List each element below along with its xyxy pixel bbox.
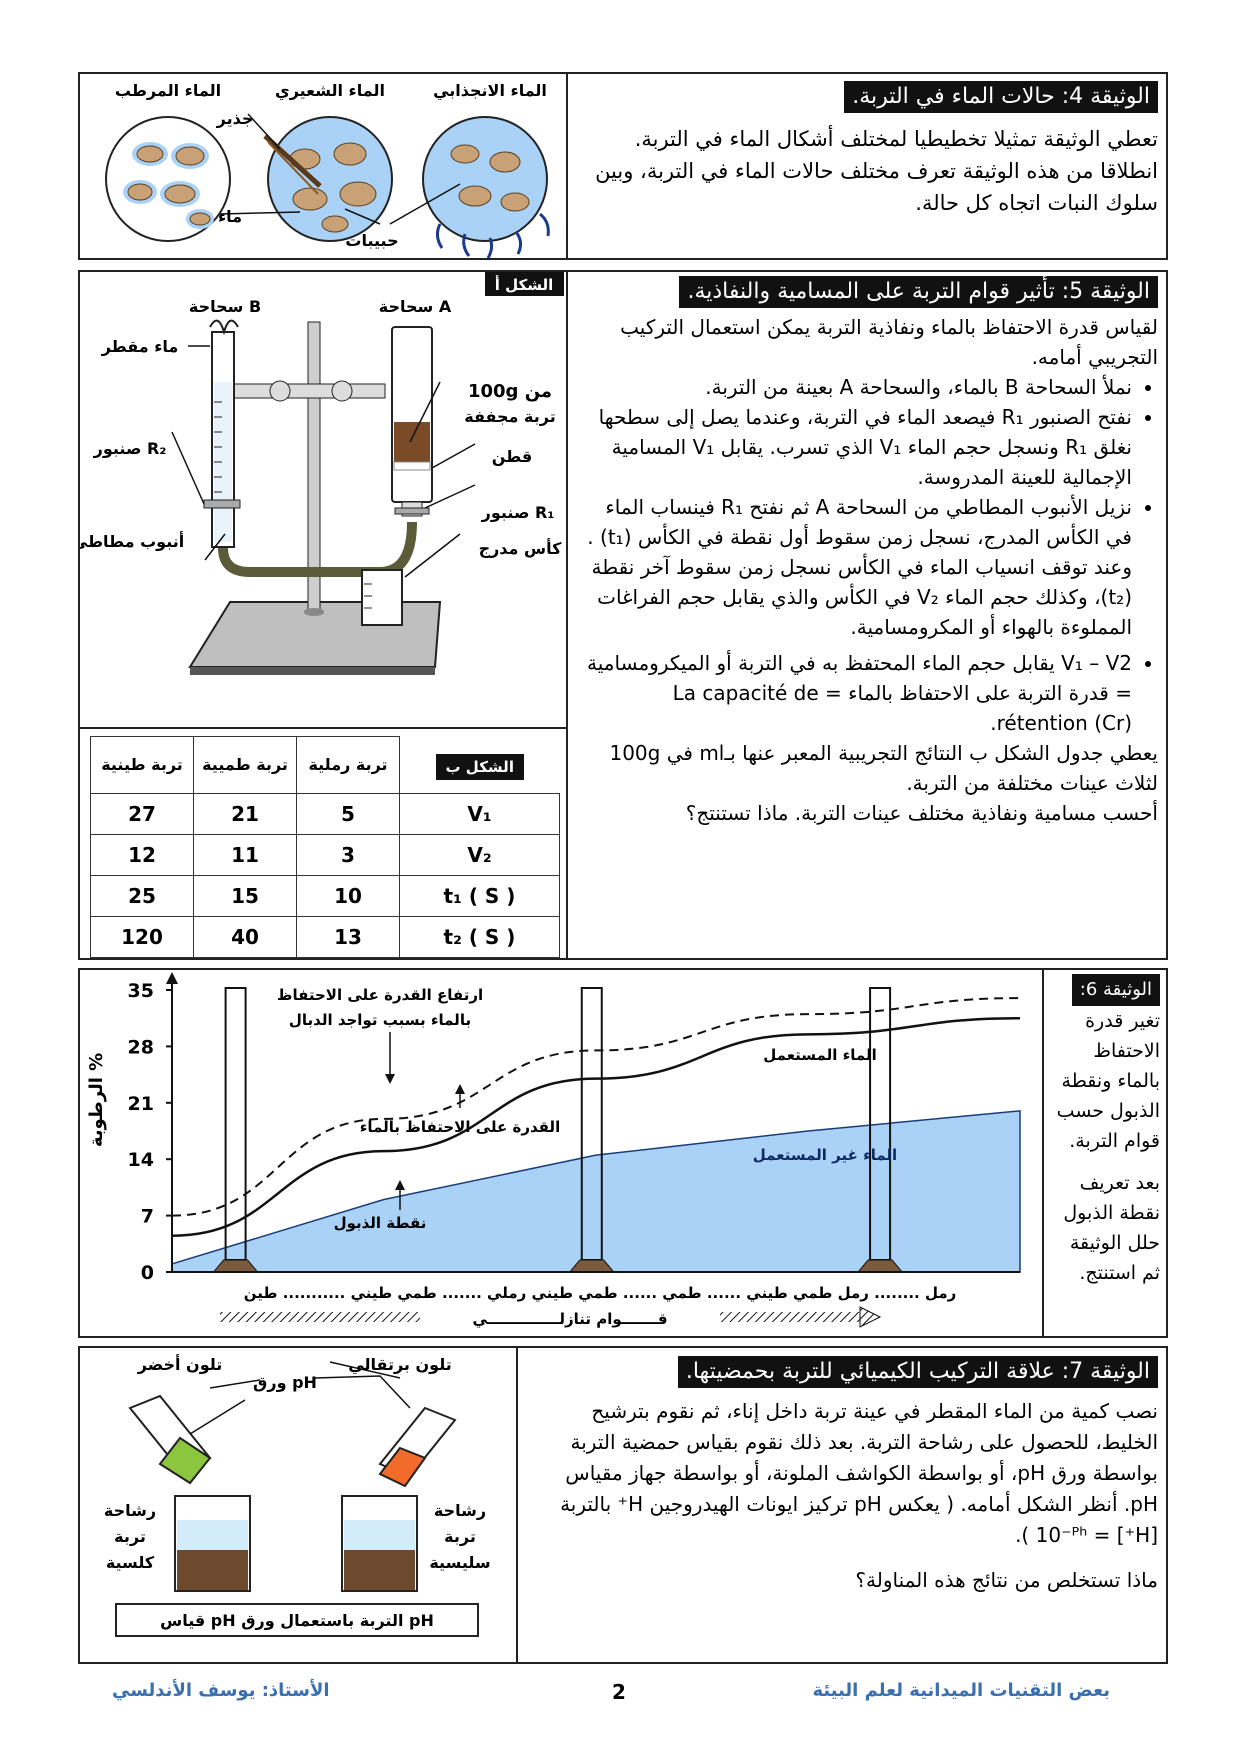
- cell-t1-silt: 15: [194, 876, 297, 917]
- header-clay: تربة طينية: [91, 737, 194, 794]
- doc6-side-panel: [1052, 974, 1160, 1288]
- doc6-question: بعد تعريف نقطة الذبول حلل الوثيقة ثم استنتج.: [1063, 1172, 1160, 1284]
- ph-caption: قياس pH التربة باستعمال ورق pH: [160, 1611, 434, 1630]
- label-calcareous-1: رشاحة: [103, 1501, 157, 1520]
- annotation-wilting-point: نقطة الذبول: [333, 1214, 427, 1232]
- label-tap-r2: صنبور R₂: [93, 439, 167, 458]
- label-rubber-tube: أنبوب مطاطي: [80, 532, 185, 551]
- cell-t2-silt: 40: [194, 917, 297, 958]
- y-axis-label: الرطوبة %: [86, 1052, 107, 1148]
- doc5-outro-2: أحسب مسامية ونفاذية مختلف عينات التربة. ماذا تستنتج؟: [685, 801, 1158, 825]
- label-graduated-beaker: كأس مدرج: [478, 539, 562, 558]
- label-burette-a: سحاحة A: [378, 297, 452, 316]
- label-capillary-water: الماء الشعيري: [275, 81, 385, 100]
- y-axis-arrow: [166, 972, 178, 984]
- doc4-figure-panel: [80, 74, 566, 258]
- label-tap-r1: صنبور R₁: [481, 503, 555, 522]
- beaker-siliceous: [342, 1496, 417, 1591]
- fig-b-tag-cell: [400, 737, 560, 794]
- annotation-humus-1: ارتفاع القدرة على الاحتفاظ: [276, 986, 484, 1004]
- label-calcareous-2: تربة: [114, 1527, 146, 1546]
- label-grains: حبيبات: [345, 231, 399, 250]
- doc7-question: ماذا تستخلص من نتائج هذه المناولة؟: [855, 1568, 1158, 1592]
- doc7-frame: [78, 1346, 1168, 1664]
- doc5-text-panel: [580, 276, 1158, 828]
- cell-v1-silt: 21: [194, 794, 297, 835]
- footer-author: الأستاذ: يوسف الأندلسي: [112, 1680, 330, 1701]
- cell-v2-silt: 11: [194, 835, 297, 876]
- footer-course-title: بعض التقنيات الميدانية لعلم البيئة: [812, 1680, 1110, 1701]
- label-cotton: قطن: [491, 447, 533, 466]
- label-dried-soil: تربة مجففة: [464, 407, 556, 426]
- header-sand: تربة رملية: [297, 737, 400, 794]
- label-calcareous-3: كلسية: [105, 1553, 155, 1572]
- doc4-divider: [566, 74, 568, 258]
- row-label-t2: t₂ ( S ): [400, 917, 560, 958]
- ph-strip-green: [130, 1396, 210, 1483]
- doc5-fig-divider: [80, 727, 566, 729]
- list-item: • V₁ – V2 يقابل حجم الماء المحتفظ به في التربة أو الميكرومسامية = قدرة التربة على الاحتفاظ بالماء = La capacité de rétention (Cr).: [580, 648, 1132, 738]
- cell-v2-sand: 3: [297, 835, 400, 876]
- label-hygroscopic-water: الماء المرطب: [114, 81, 222, 100]
- y-tick-label: 35: [127, 980, 154, 1002]
- label-siliceous-2: تربة: [444, 1527, 476, 1546]
- results-table: [90, 736, 560, 958]
- y-tick-label: 7: [140, 1205, 154, 1228]
- label-rootlet: جذير: [216, 109, 254, 128]
- doc6-title: الوثيقة 6:: [1072, 974, 1160, 1006]
- footer-page-number: 2: [612, 1680, 626, 1704]
- table-row: [91, 835, 560, 876]
- table-row: [91, 794, 560, 835]
- label-soil-mass: 100g من: [467, 381, 553, 402]
- doc5-intro: لقياس قدرة الاحتفاظ بالماء ونفاذية التربة يمكن استعمال التركيب التجريبي أمامه.: [620, 315, 1158, 369]
- list-item: • نزيل الأنبوب المطاطي من السحاحة A ثم نفتح R₁ فينساب الماء في الكأس المدرج، نسجل زمن سقوط أول نقطة في الكأس (t₁) . وعند توقف انسياب الماء في الكأس نسجل زمن سقوط آخر نقطة (t₂)، وكذلك حجم الماء V₂ في الكأس والذي يقابل حجم الفراغات المملوءة بالهواء أو المكرومسامية.: [580, 492, 1132, 642]
- wilting-point-area: [172, 1111, 1020, 1272]
- doc6-description: تغير قدرة الاحتفاظ بالماء ونقطة الذبول حسب قوام التربة.: [1056, 1010, 1160, 1152]
- fig-a-tag: الشكل أ: [494, 276, 554, 294]
- doc4-text-panel: [580, 80, 1158, 219]
- cell-v2-clay: 12: [91, 835, 194, 876]
- doc5-steps: [580, 372, 1158, 738]
- cell-v1-clay: 27: [91, 794, 194, 835]
- row-label-v2: V₂: [400, 835, 560, 876]
- doc5-title: الوثيقة 5: تأثير قوام التربة على المسامية والنفاذية.: [679, 276, 1158, 308]
- cell-t1-clay: 25: [91, 876, 194, 917]
- annotation-usable-water: الماء المستعمل: [763, 1046, 877, 1064]
- row-label-t1: t₁ ( S ): [400, 876, 560, 917]
- cell-t2-sand: 13: [297, 917, 400, 958]
- doc4-frame: [78, 72, 1168, 260]
- doc5-frame: [78, 270, 1168, 960]
- x-axis-labels: رمل ........ رمل طمي طيني ...... طمي ...... طمي طيني رملي ....... طمي طيني ........... طين: [243, 1284, 957, 1302]
- water-states-figure: [80, 74, 566, 258]
- label-gravity-water: الماء الانجذابي: [433, 81, 547, 100]
- label-siliceous-1: رشاحة: [433, 1501, 487, 1520]
- ph-strip-orange: [380, 1408, 455, 1486]
- list-item: • نفتح الصنبور R₁ فيصعد الماء في التربة، وعندما يصل إلى سطحها نغلق R₁ ونسجل حجم الماء V₁ الذي تسرب. يقابل V₁ المسامية الإجمالية للعينة المدروسة.: [580, 402, 1132, 492]
- ph-test-figure: [80, 1348, 516, 1662]
- header-silt: تربة طميية: [194, 737, 297, 794]
- doc7-title: الوثيقة 7: علاقة التركيب الكيميائي للتربة بحمضيتها.: [678, 1356, 1158, 1388]
- doc7-divider: [516, 1348, 518, 1662]
- fig-b-tag: الشكل ب: [436, 754, 524, 780]
- doc4-body: تعطي الوثيقة تمثيلا تخطيطيا لمختلف أشكال الماء في التربة. انطلاقا من هذه الوثيقة تعرف مختلف حالات الماء في التربة، وبين سلوك النبات اتجاه كل حالة.: [595, 127, 1158, 215]
- doc5-divider: [566, 272, 568, 958]
- doc4-title: الوثيقة 4: حالات الماء في التربة.: [844, 81, 1158, 113]
- list-item: • نملأ السحاحة B بالماء، والسحاحة A بعينة من التربة.: [580, 372, 1132, 402]
- cell-t1-sand: 10: [297, 876, 400, 917]
- label-orange-color: تلون برتقالي: [348, 1355, 452, 1374]
- doc5-outro-1: يعطي جدول الشكل ب النتائج التجريبية المعبر عنها بـml في 100g لثلاث عينات مختلفة من التربة.: [609, 741, 1158, 795]
- label-water: ماء: [217, 207, 243, 226]
- doc7-figure: [80, 1348, 516, 1662]
- label-burette-b: سحاحة B: [188, 297, 262, 316]
- label-ph-paper: ورق pH: [253, 1373, 317, 1392]
- doc5-figure-a: [80, 272, 566, 727]
- label-siliceous-3: سليسية: [429, 1553, 491, 1572]
- table-row: [91, 876, 560, 917]
- y-tick-label: 0: [140, 1262, 154, 1284]
- x-hatch-right: [720, 1312, 860, 1322]
- label-green-color: تلون أخضر: [137, 1355, 223, 1374]
- row-label-v1: V₁: [400, 794, 560, 835]
- x-hatch-left: [220, 1312, 420, 1322]
- annotation-humus-2: بالماء بسبب تواجد الدبال: [288, 1011, 472, 1029]
- y-tick-label: 14: [127, 1149, 154, 1172]
- cell-v1-sand: 5: [297, 794, 400, 835]
- annotation-unusable-water: الماء غير المستعمل: [752, 1146, 898, 1164]
- x-axis-title: قـــــــوام تنازلــــــــــــــي: [472, 1310, 668, 1328]
- table-row: [91, 917, 560, 958]
- burette-apparatus: [80, 272, 566, 727]
- cell-t2-clay: 120: [91, 917, 194, 958]
- table-header-row: [91, 737, 560, 794]
- y-tick-label: 21: [127, 1092, 154, 1115]
- capillary-water-circle: [265, 117, 392, 241]
- y-ticks: [128, 980, 172, 1284]
- soil-moisture-chart: [80, 970, 1038, 1336]
- gravity-water-circle: [423, 117, 548, 258]
- y-tick-label: 28: [127, 1036, 154, 1059]
- doc6-divider: [1042, 970, 1044, 1336]
- hygroscopic-water-circle: [106, 117, 230, 241]
- doc7-body: نصب كمية من الماء المقطر في عينة تربة داخل إناء، ثم نقوم بترشيح الخليط، للحصول على رشاحة التربة. بعد ذلك نقوم بقياس حمضية التربة بواسطة ورق pH، أو بواسطة الكواشف الملونة، أو بواسطة جهاز مقياس pH. أنظر الشكل أمامه. ( يعكس pH تركيز ايونات الهيدروجين H⁺ بالتربة [H⁺] = 10⁻ᴾʰ ).: [560, 1399, 1158, 1547]
- doc6-frame: [78, 968, 1168, 1338]
- label-distilled-water: ماء مقطر: [101, 337, 179, 356]
- annotation-retention-capacity: القدرة على الاحتفاظ بالماء: [359, 1118, 561, 1136]
- doc7-text-panel: [528, 1356, 1158, 1596]
- beaker-calcareous: [175, 1496, 250, 1591]
